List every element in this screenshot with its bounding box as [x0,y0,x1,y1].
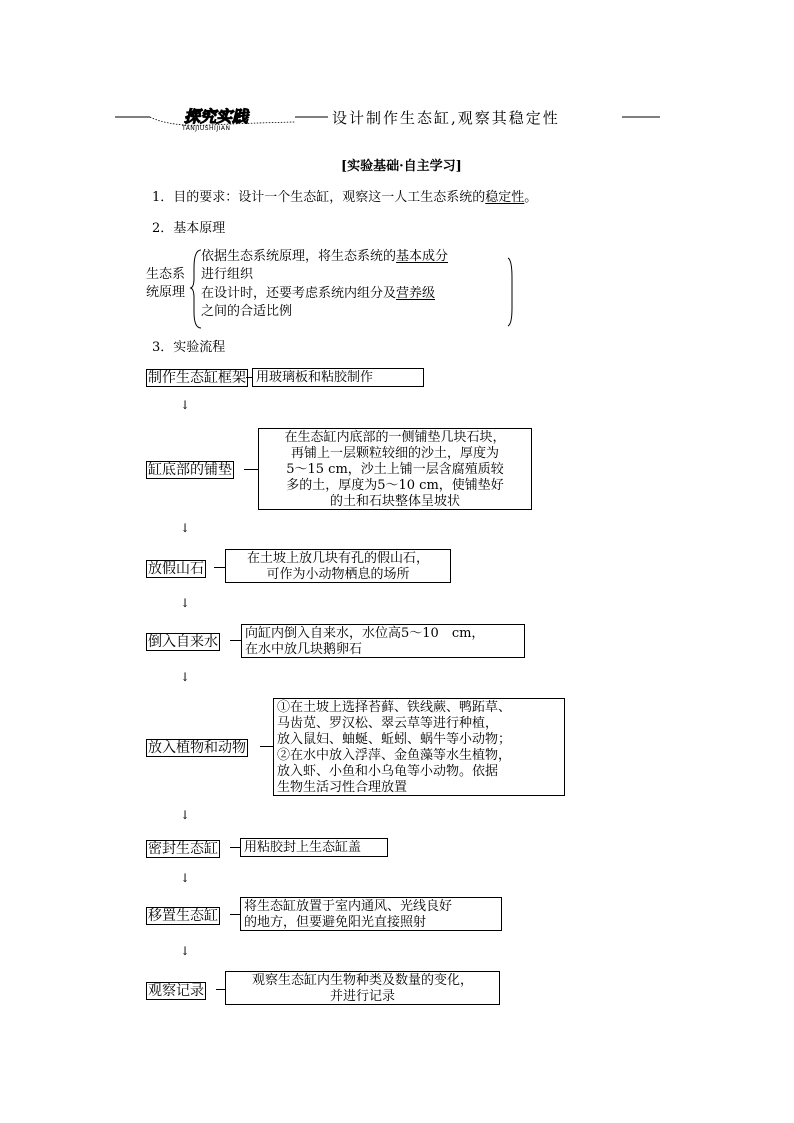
step-8-connector [216,989,225,990]
header [110,100,670,140]
step-5-desc-1: ①在土坡上选择苔藓、铁线蕨、鸭跖草、 [277,700,512,715]
flow-arrow-7: ↓ [180,944,191,958]
principle-label-1: 生态系 [146,267,186,282]
step-3-desc-2: 可作为小动物栖息的场所 [266,567,410,582]
step-5-desc-3: 放入鼠妇、蚰蜒、蚯蚓、蜗牛等小动物； [277,732,512,747]
step-5-desc-6: 生物生活习性合理放置 [277,780,408,795]
step-4-box [241,624,525,658]
principle-line-4: 之间的合适比例 [201,304,293,319]
flow-arrow-2: ↓ [180,521,191,535]
step-2-desc-5: 的土和石块整体呈坡状 [329,494,460,509]
step-7-connector [230,914,240,915]
step-2-desc-2: 再铺上一层颗粒较细的沙土，厚度为 [290,446,499,461]
step-6-box [240,838,388,857]
step-3-desc-1: 在土坡上放几块有孔的假山石， [246,551,429,566]
principle-label-2: 统原理 [146,285,186,300]
principle-line-1 [201,248,448,265]
step-5-desc-5: 放入虾、小鱼和小乌龟等小动物。依据 [277,764,499,779]
step-6-label: 密封生态缸 [148,841,218,857]
step-2-label: 缸底部的铺垫 [148,462,232,478]
step-5-connector [260,746,273,747]
flow-arrow-1: ↓ [180,398,191,412]
step-5-desc-2: 马齿苋、罗汉松、翠云草等进行种植， [277,716,499,731]
item3-heading: 3．实验流程 [152,340,226,355]
step-8-desc-1: 观察生态缸内生物种类及数量的变化， [251,973,473,988]
flow-arrow-5: ↓ [180,808,191,822]
step-2-desc-1: 在生态缸内底部的一侧铺垫几块石块， [284,430,506,445]
step-2-connector [244,469,258,470]
step-3-label: 放假山石 [148,561,204,577]
flow-arrow-4: ↓ [180,670,191,684]
step-3-connector [214,567,225,568]
principle-line-3 [201,285,435,302]
step-1-label: 制作生态缸框架 [148,370,246,386]
step-4-label: 倒入自来水 [148,634,218,650]
principle-line-2: 进行组织 [201,267,254,282]
principle-text-3: 在设计时，还要考虑系统内组分及 [201,286,397,301]
flow-arrow-6: ↓ [180,871,191,885]
item1-suffix: 。 [524,190,538,205]
flow-arrow-3: ↓ [180,596,191,610]
step-2-desc-3: 5～15 cm，沙土上铺一层含腐殖质较 [286,462,504,477]
section-title: [实验基础·自主学习] [341,159,462,174]
step-5-box [273,698,565,796]
header-title: 设计制作生态缸,观察其稳定性 [332,109,560,127]
header-badge: 探究实践 [184,107,249,126]
step-1-box [252,368,424,387]
step-8-desc-2: 并进行记录 [329,989,395,1004]
header-badge-pinyin: TANJIUSHIJIAN [182,125,231,132]
step-7-label: 移置生态缸 [148,908,218,924]
step-6-connector [230,847,240,848]
principle-text-1: 依据生态系统原理，将生态系统的 [201,249,397,264]
step-7-desc-2: 的地方，但要避免阳光直接照射 [244,915,427,930]
item2-heading: 2．基本原理 [152,221,226,236]
step-6-desc: 用粘胶封上生态缸盖 [244,840,362,855]
step-5-desc-4: ②在水中放入浮萍、金鱼藻等水生植物， [277,748,512,763]
step-7-desc-1: 将生态缸放置于室内通风、光线良好 [244,899,453,914]
step-1-desc: 用玻璃板和粘胶制作 [256,370,374,385]
principle-emph-3: 营养级 [396,286,436,301]
step-3-box [225,549,451,583]
step-4-desc-2: 在水中放几块鹅卵石 [245,642,363,657]
step-8-label: 观察记录 [148,983,204,999]
step-7-box [240,897,502,931]
step-2-desc-4: 多的土，厚度为5～10 cm，使铺垫好 [286,478,504,493]
item1-emphasis: 稳定性 [485,190,525,205]
step-4-desc-1: 向缸内倒入自来水，水位高5～10 cm， [245,626,485,641]
principle-emph-1: 基本成分 [396,249,449,264]
item1-goal [152,189,537,206]
step-5-label: 放入植物和动物 [148,740,246,756]
item1-text: 1．目的要求：设计一个生态缸，观察这一人工生态系统的 [152,190,486,205]
step-8-box [225,971,500,1005]
step-2-box [258,428,532,510]
step-4-connector [230,640,241,641]
